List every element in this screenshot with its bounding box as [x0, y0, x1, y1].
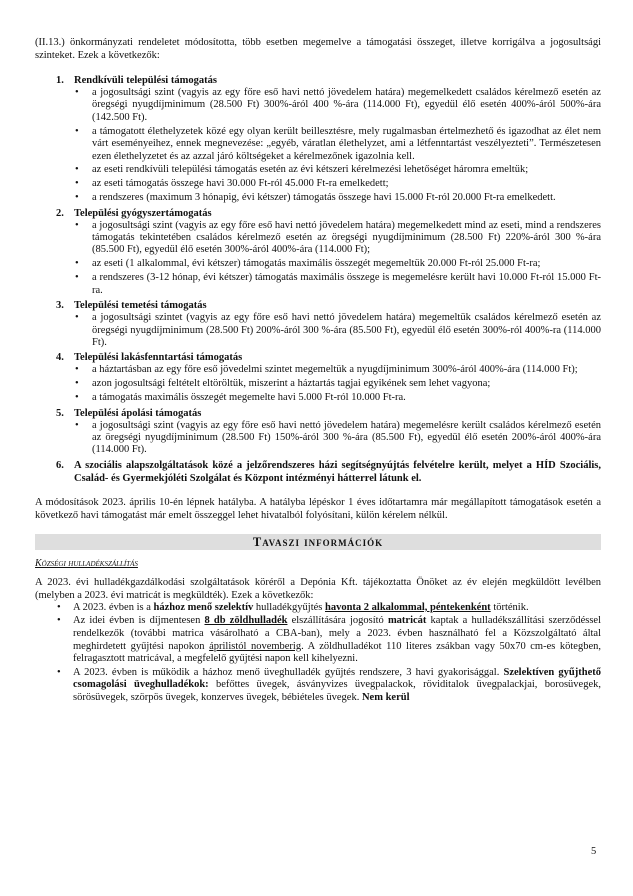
waste-list	[35, 602, 601, 705]
bullet-icon: •	[75, 258, 79, 270]
section-number: 2.	[56, 207, 64, 219]
list-item: • A 2023. évben is a házhoz menő szelektív hulladékgyűjtés havonta 2 alkalommal, péntekenként történik.	[57, 601, 529, 613]
list-item: • az eseti rendkívüli települési támogatás esetén az évi kétszeri kérelmezési lehetőséget háromra emeltük;	[75, 164, 529, 176]
document-page	[35, 36, 601, 706]
list-item: • a rendszeres (3-12 hónap, évi kétszer) támogatás maximális összege is megemelésre került havi 10.000 Ft-ról 15.000 Ft-ra.	[75, 272, 601, 296]
list-item: • a jogosultsági szint (vagyis az egy főre eső havi nettó jövedelem határa) megemelkedett mind az eseti, mind a rendszeres támogatás tekintetében családos kérelmező esetén az öregségi nyugdíjminimum (28.500 Ft) 220%-áról 300 %-ára (85.500 Ft), egyedül élő esetén 300%-áról 400%-ára (114.000 Ft);	[75, 219, 601, 256]
subsection-heading: Községi hulladékszállítás	[35, 557, 138, 569]
page-number: 5	[591, 846, 597, 857]
list-item: • a háztartásban az egy főre eső jövedelmi szintet megemeltük a nyugdíjminimum 300%-áról 400%-ára (114.000 Ft);	[75, 364, 578, 376]
list-item: • azon jogosultsági feltételt eltöröltük, miszerint a háztartás tagjai egyikének sem lehet vagyona;	[75, 378, 491, 390]
section-title: Rendkívüli települési támogatás	[74, 75, 217, 86]
section-5	[56, 407, 601, 457]
section-2	[56, 207, 601, 297]
list-item: • a rendszeres (maximum 3 hónapig, évi kétszer) támogatás összege havi 15.000 Ft-ról 20.000 Ft-ra emelkedett.	[75, 192, 556, 204]
section-3	[56, 299, 601, 349]
bullet-icon: •	[75, 192, 79, 204]
list-item: • a jogosultsági szintet (vagyis az egy főre eső havi nettó jövedelem határa) megemeltük családos kérelmező esetén az öregségi nyugdíjminimum (28.500 Ft) 200%-áról 300 %-ára (85.500 Ft), egyedül élő esetén 300%-ról 400%-ra (114.000 Ft).	[75, 312, 601, 348]
bullet-icon: •	[75, 364, 79, 376]
section-title: Települési gyógyszertámogatás	[74, 207, 212, 219]
list-item: • a jogosultsági szint (vagyis az egy főre eső havi nettó jövedelem határa) megemelkedett családos kérelmező esetén az öregségi nyugdíjminimum (28.500 Ft) 300%-áról 400 %-ára (114.000 Ft), egyedül élő esetén 400%-áról 500%-ára (142.500 Ft).	[75, 87, 601, 123]
section-banner: Tavaszi információk	[35, 534, 601, 550]
section-number: 1.	[56, 75, 64, 86]
section-6-text: A szociális alapszolgáltatások közé a jelzőrendszeres házi segítségnyújtás felvételre került, melyet a HÍD Szociális, Család- és Gyermekjóléti Szolgálat és Központ intézményi hátterrel látunk el.	[74, 459, 601, 484]
bullet-icon: •	[57, 601, 61, 613]
section-title: Települési ápolási támogatás	[74, 407, 202, 419]
list-item: • a jogosultsági szint (vagyis az egy főre eső havi nettó jövedelem határa) megemelésre került családos kérelmező esetén az öregségi nyugdíjminimum (28.500 Ft) 150%-áról 300 %-ára (85.500 Ft), egyedül élő esetén 200%-áról 400%-ára (114.000 Ft).	[75, 419, 601, 456]
support-sections-list	[35, 74, 601, 485]
section-number: 4.	[56, 352, 64, 364]
bullet-icon: •	[75, 178, 79, 190]
bullet-icon: •	[75, 378, 79, 390]
section-title: Települési lakásfenntartási támogatás	[74, 352, 243, 364]
bullet-icon: •	[75, 419, 79, 431]
list-item: • a támogatott élethelyzetek közé egy olyan került beillesztésre, mely rugalmasban értelmezhető és igazodhat az élet nem várt eseményeihez, ennek megnevezése: „egyéb, váratlan élethelyzet, ami a létfenntartást veszélyezteti”. Természetesen ezen élethelyzetet és az azzal járó költségeket a kérelmezőnek igazolnia kell.	[75, 125, 601, 162]
bullet-icon: •	[75, 219, 79, 231]
closing-paragraph: A módosítások 2023. április 10-én lépnek hatályba. A hatályba lépéskor 1 éves időtartamra már megállapított támogatások esetén a következő havi támogatást már emelt összeggel lehet hivatalból folyósítani, külön kérelem nélkül.	[35, 496, 601, 521]
bullet-icon: •	[75, 272, 79, 284]
bullet-icon: •	[75, 312, 79, 324]
section-number: 3.	[56, 300, 64, 312]
section-title: Települési temetési támogatás	[74, 300, 207, 312]
list-item: • az eseti támogatás összege havi 30.000 Ft-ról 45.000 Ft-ra emelkedett;	[75, 178, 389, 190]
waste-intro-paragraph: A 2023. évi hulladékgazdálkodási szolgáltatások köréről a Depónia Kft. tájékoztatta Önöket az év elején megküldött levélben (melyben a 2023. évi matricát is megküldték). Ezek a következők:	[35, 576, 601, 601]
section-number: 5.	[56, 407, 64, 419]
intro-paragraph: (II.13.) önkormányzati rendeletet módosította, több esetben megemelve a támogatási összeget, illetve korrigálva a jogosultsági szinteket. Ezek a következők:	[35, 37, 601, 61]
bullet-icon: •	[75, 87, 79, 98]
bullet-icon: •	[75, 164, 79, 176]
section-6	[56, 459, 601, 485]
bullet-icon: •	[57, 666, 61, 678]
section-1	[56, 74, 601, 205]
list-item: • az eseti (1 alkalommal, évi kétszer) támogatás maximális összegét megemeltük 20.000 Ft-ról 25.000 Ft-ra;	[75, 258, 541, 270]
bullet-icon: •	[75, 125, 79, 137]
list-item: • A 2023. évben is működik a házhoz menő üveghulladék gyűjtés rendszere, 3 havi gyakorisággal. Szelektíven gyűjthető csomagolási üveghulladékok: befőttes üvegek, ásványvizes üvegpalackok, röviditalok üvegpalackjai, borosüvegek, sörösüvegek, szörpös üvegek, konzerves üvegek, bébiételes üvegek. Nem kerül	[57, 666, 601, 703]
list-item: • a támogatás maximális összegét megemelte havi 5.000 Ft-ról 10.000 Ft-ra.	[75, 392, 406, 404]
list-item: • Az idei évben is díjmentesen 8 db zöldhulladék elszállítására jogosító matricát kaptak a hulladékszállítási szerződéssel rendelkezők (további matrica vásárolható a CBA-ban), mely a 2023. évben használható fel a Közszolgáltató által meghirdetett gyűjtési napokon áprilistól novemberig. A zöldhulladékot 110 literes zsákban vagy 50x70 cm-es kötegben, felragasztott matricával, a megfelelő gyűjtési napon kell kihelyezni.	[57, 615, 601, 665]
bullet-icon: •	[75, 392, 79, 404]
section-4	[56, 351, 601, 404]
section-number: 6.	[56, 459, 64, 471]
bullet-icon: •	[57, 615, 61, 627]
